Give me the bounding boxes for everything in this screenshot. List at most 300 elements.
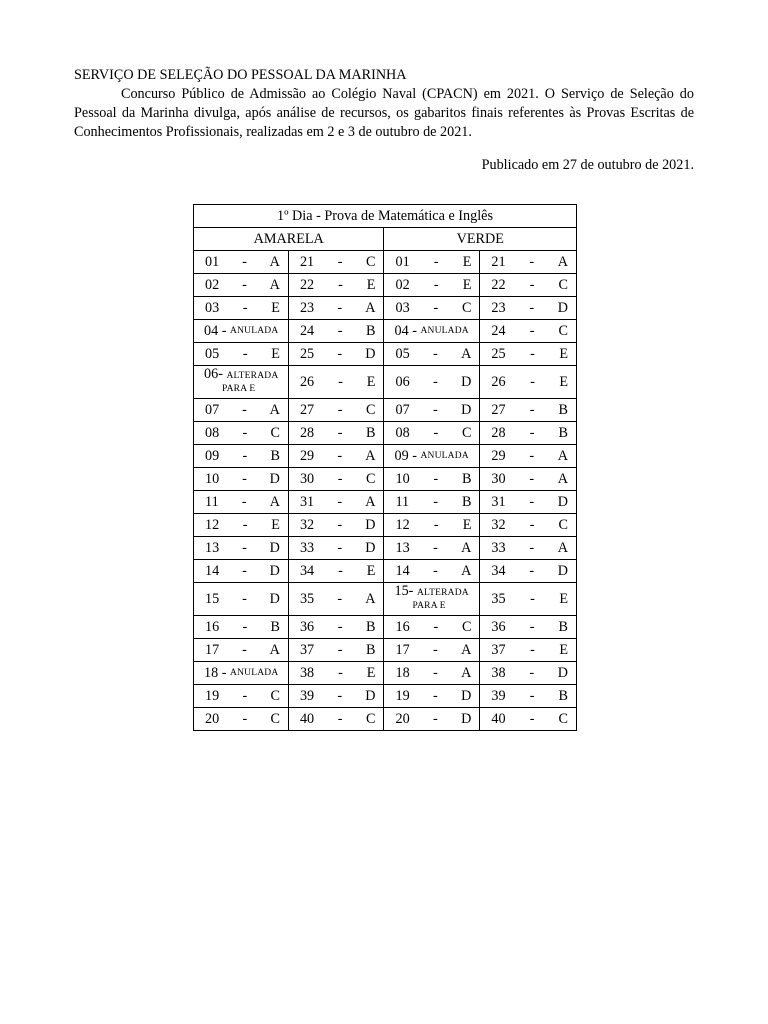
question-number: 35 xyxy=(491,590,506,607)
answer-letter: B xyxy=(558,687,568,704)
answer-cell xyxy=(480,514,577,537)
answer-entry: 06 - D xyxy=(395,373,472,390)
answer-cell xyxy=(288,468,384,491)
annulled-answer: 09 - ANULADA xyxy=(394,447,469,464)
answer-letter: C xyxy=(270,424,280,441)
answer-letter: D xyxy=(269,590,280,607)
answer-letter: C xyxy=(558,322,568,339)
answer-letter: B xyxy=(558,424,568,441)
question-number: 21 xyxy=(299,253,315,270)
answer-cell xyxy=(288,422,384,445)
answer-letter: A xyxy=(269,401,280,418)
answer-letter: A xyxy=(461,562,472,579)
answer-cell xyxy=(288,343,384,366)
question-number: 36 xyxy=(299,618,315,635)
answer-cell xyxy=(480,537,577,560)
question-number: 11 xyxy=(395,493,410,510)
answer-letter: D xyxy=(461,687,472,704)
answer-cell xyxy=(384,560,480,583)
answer-entry: 10 - D xyxy=(205,470,280,487)
answer-letter: E xyxy=(271,345,280,362)
table-row xyxy=(194,537,577,560)
question-number: 13 xyxy=(395,539,410,556)
answer-entry: 07 - A xyxy=(205,401,280,418)
answer-letter: D xyxy=(365,516,376,533)
answer-cell xyxy=(480,343,577,366)
answer-cell xyxy=(194,445,289,468)
question-number: 29 xyxy=(299,447,315,464)
table-row xyxy=(194,320,577,343)
answer-entry: 21 - A xyxy=(491,253,568,270)
answer-entry: 11 - A xyxy=(205,493,280,510)
question-number: 08 xyxy=(395,424,410,441)
answer-letter: A xyxy=(461,539,472,556)
answer-entry: 20 - D xyxy=(395,710,472,727)
table-row xyxy=(194,445,577,468)
table-row xyxy=(194,514,577,537)
answer-cell xyxy=(194,616,289,639)
answer-letter: E xyxy=(559,345,568,362)
answer-cell xyxy=(480,491,577,514)
question-number: 22 xyxy=(299,276,315,293)
answer-cell xyxy=(480,320,577,343)
question-number: 03 xyxy=(395,299,410,316)
answer-note: PARA E xyxy=(412,601,446,611)
question-number: 37 xyxy=(491,641,506,658)
question-number: 30 xyxy=(299,470,315,487)
question-number: 10 xyxy=(205,470,220,487)
answer-letter: A xyxy=(557,539,568,556)
publication-date: Publicado em 27 de outubro de 2021. xyxy=(481,157,694,173)
answer-cell xyxy=(288,274,384,297)
answer-entry: 09 - B xyxy=(205,447,280,464)
answer-letter: D xyxy=(365,345,376,362)
answer-entry: 33 - D xyxy=(299,539,376,556)
question-number: 37 xyxy=(299,641,315,658)
answer-cell xyxy=(480,685,577,708)
answer-rows xyxy=(194,251,577,731)
answer-entry: 28 - B xyxy=(299,424,376,441)
question-number: 18 xyxy=(204,664,219,681)
answer-cell xyxy=(384,685,480,708)
answer-letter: D xyxy=(557,493,568,510)
question-number: 20 xyxy=(205,710,220,727)
answer-letter: B xyxy=(461,493,472,510)
answer-letter: D xyxy=(557,664,568,681)
question-number: 20 xyxy=(395,710,410,727)
answer-note: ALTERADA xyxy=(416,588,469,598)
answer-cell xyxy=(480,708,577,731)
answer-entry: 05 - A xyxy=(395,345,472,362)
answer-letter: C xyxy=(366,401,376,418)
answer-letter: D xyxy=(461,373,472,390)
question-number: 32 xyxy=(491,516,506,533)
question-number: 23 xyxy=(299,299,315,316)
answer-cell xyxy=(384,320,480,343)
answer-entry: 10 - B xyxy=(395,470,472,487)
answer-cell xyxy=(288,366,384,399)
answer-letter: A xyxy=(557,470,568,487)
answer-letter: A xyxy=(269,276,280,293)
answer-cell xyxy=(480,399,577,422)
answer-cell xyxy=(288,708,384,731)
question-number: 06 xyxy=(395,373,410,390)
answer-note: ANULADA xyxy=(420,326,469,336)
answer-letter: A xyxy=(365,590,376,607)
answer-cell xyxy=(480,251,577,274)
answer-cell xyxy=(288,662,384,685)
answer-cell xyxy=(288,537,384,560)
question-number: 26 xyxy=(491,373,506,390)
answer-letter: B xyxy=(366,641,376,658)
question-number: 33 xyxy=(491,539,506,556)
answer-cell xyxy=(288,251,384,274)
answer-letter: D xyxy=(557,299,568,316)
question-number: 06- xyxy=(204,366,223,382)
answer-entry: 34 - E xyxy=(299,562,376,579)
answer-entry: 32 - C xyxy=(491,516,568,533)
answer-entry: 22 - E xyxy=(299,276,376,293)
answer-cell xyxy=(480,297,577,320)
answer-cell xyxy=(288,685,384,708)
answer-cell xyxy=(384,297,480,320)
answer-entry: 28 - B xyxy=(491,424,568,441)
answer-cell xyxy=(384,583,480,616)
answer-entry: 01 - E xyxy=(395,253,472,270)
annulled-answer: 04 - ANULADA xyxy=(394,322,469,339)
answer-entry: 13 - A xyxy=(395,539,472,556)
answer-letter: C xyxy=(558,516,568,533)
answer-letter: A xyxy=(269,253,280,270)
answer-cell xyxy=(384,422,480,445)
answer-cell xyxy=(194,662,289,685)
question-number: 04 xyxy=(394,322,409,339)
answer-entry: 27 - B xyxy=(491,401,568,418)
answer-letter: C xyxy=(270,710,280,727)
answer-letter: C xyxy=(366,710,376,727)
table-title: 1º Dia - Prova de Matemática e Inglês xyxy=(194,205,577,228)
group-verde: VERDE xyxy=(384,228,577,251)
answer-cell xyxy=(288,320,384,343)
answer-note: PARA E xyxy=(222,384,256,394)
question-number: 39 xyxy=(299,687,315,704)
answer-entry: 21 - C xyxy=(299,253,376,270)
answer-letter: B xyxy=(366,618,376,635)
answer-entry: 35 - A xyxy=(299,590,376,607)
answer-cell xyxy=(384,274,480,297)
answer-entry: 03 - E xyxy=(205,299,280,316)
table-row xyxy=(194,297,577,320)
answer-entry: 26 - E xyxy=(299,373,376,390)
question-number: 38 xyxy=(299,664,315,681)
table-row xyxy=(194,639,577,662)
question-number: 32 xyxy=(299,516,315,533)
group-amarela: AMARELA xyxy=(194,228,384,251)
answer-entry: 12 - E xyxy=(205,516,280,533)
answer-letter: E xyxy=(271,299,280,316)
answer-cell xyxy=(194,251,289,274)
answer-entry: 23 - A xyxy=(299,299,376,316)
answer-entry: 17 - A xyxy=(205,641,280,658)
answer-cell xyxy=(480,639,577,662)
answer-cell xyxy=(194,639,289,662)
answer-entry: 14 - D xyxy=(205,562,280,579)
answer-note: ALTERADA xyxy=(226,371,279,381)
answer-entry: 39 - B xyxy=(491,687,568,704)
answer-entry: 40 - C xyxy=(299,710,376,727)
answer-entry: 29 - A xyxy=(299,447,376,464)
answer-entry: 39 - D xyxy=(299,687,376,704)
answer-letter: E xyxy=(559,590,568,607)
altered-answer xyxy=(384,583,479,612)
answer-letter: D xyxy=(461,401,472,418)
answer-letter: B xyxy=(270,618,280,635)
question-number: 05 xyxy=(395,345,410,362)
answer-entry: 31 - A xyxy=(299,493,376,510)
answer-cell xyxy=(194,491,289,514)
answer-entry: 15 - D xyxy=(205,590,280,607)
answer-cell xyxy=(194,708,289,731)
answer-cell xyxy=(194,537,289,560)
answer-entry: 02 - A xyxy=(205,276,280,293)
question-number: 01 xyxy=(395,253,410,270)
answer-entry: 40 - C xyxy=(491,710,568,727)
table-row xyxy=(194,560,577,583)
answer-key-table xyxy=(193,204,577,731)
answer-letter: E xyxy=(559,373,568,390)
question-number: 38 xyxy=(491,664,506,681)
answer-letter: A xyxy=(269,641,280,658)
question-number: 34 xyxy=(299,562,315,579)
question-number: 07 xyxy=(395,401,410,418)
table-row xyxy=(194,616,577,639)
answer-entry: 22 - C xyxy=(491,276,568,293)
answer-cell xyxy=(480,274,577,297)
question-number: 15 xyxy=(205,590,220,607)
question-number: 34 xyxy=(491,562,506,579)
question-number: 10 xyxy=(395,470,410,487)
question-number: 26 xyxy=(299,373,315,390)
table-row xyxy=(194,422,577,445)
question-number: 33 xyxy=(299,539,315,556)
question-number: 07 xyxy=(205,401,220,418)
answer-entry: 30 - A xyxy=(491,470,568,487)
answer-letter: E xyxy=(559,641,568,658)
answer-entry: 11 - B xyxy=(395,493,472,510)
answer-letter: C xyxy=(366,470,376,487)
answer-letter: B xyxy=(270,447,280,464)
answer-cell xyxy=(480,616,577,639)
question-number: 23 xyxy=(491,299,506,316)
question-number: 27 xyxy=(299,401,315,418)
answer-entry: 38 - E xyxy=(299,664,376,681)
answer-entry: 05 - E xyxy=(205,345,280,362)
answer-entry: 35 - E xyxy=(491,590,568,607)
answer-entry: 03 - C xyxy=(395,299,472,316)
organization-name: SERVIÇO DE SELEÇÃO DO PESSOAL DA MARINHA xyxy=(74,67,407,83)
answer-cell xyxy=(384,514,480,537)
question-number: 08 xyxy=(205,424,220,441)
answer-cell xyxy=(194,583,289,616)
answer-cell xyxy=(384,491,480,514)
answer-letter: C xyxy=(558,276,568,293)
answer-cell xyxy=(194,468,289,491)
answer-entry: 17 - A xyxy=(395,641,472,658)
answer-entry: 36 - B xyxy=(491,618,568,635)
answer-letter: B xyxy=(558,401,568,418)
answer-cell xyxy=(194,343,289,366)
question-number: 12 xyxy=(395,516,410,533)
question-number: 13 xyxy=(205,539,220,556)
answer-letter: D xyxy=(365,687,376,704)
answer-cell xyxy=(194,560,289,583)
answer-entry: 01 - A xyxy=(205,253,280,270)
annulled-answer: 04 - ANULADA xyxy=(204,322,279,339)
question-number: 25 xyxy=(491,345,506,362)
answer-entry: 13 - D xyxy=(205,539,280,556)
answer-entry: 32 - D xyxy=(299,516,376,533)
answer-cell xyxy=(194,297,289,320)
answer-letter: C xyxy=(366,253,376,270)
answer-cell xyxy=(384,251,480,274)
answer-cell xyxy=(288,616,384,639)
answer-cell xyxy=(288,560,384,583)
answer-letter: A xyxy=(557,253,568,270)
table-row xyxy=(194,274,577,297)
answer-letter: B xyxy=(366,424,376,441)
answer-entry: 14 - A xyxy=(395,562,472,579)
question-number: 16 xyxy=(205,618,220,635)
answer-entry: 26 - E xyxy=(491,373,568,390)
question-number: 12 xyxy=(205,516,220,533)
answer-entry: 24 - B xyxy=(299,322,376,339)
altered-answer xyxy=(194,366,288,395)
table-row xyxy=(194,708,577,731)
answer-letter: C xyxy=(558,710,568,727)
answer-letter: D xyxy=(269,470,280,487)
answer-cell xyxy=(480,560,577,583)
answer-letter: E xyxy=(366,664,376,681)
question-number: 28 xyxy=(491,424,506,441)
question-number: 16 xyxy=(395,618,410,635)
answer-entry: 18 - A xyxy=(395,664,472,681)
answer-letter: E xyxy=(366,276,376,293)
answer-cell xyxy=(288,399,384,422)
answer-cell xyxy=(480,366,577,399)
answer-entry: 12 - E xyxy=(395,516,472,533)
answer-entry: 33 - A xyxy=(491,539,568,556)
question-number: 21 xyxy=(491,253,506,270)
answer-letter: D xyxy=(365,539,376,556)
announcement-text: Concurso Público de Admissão ao Colégio Naval (CPACN) em 2021. O Serviço de Seleção do Pessoal da Marinha divulga, após análise de recursos, os gabaritos finais referentes às Provas Escritas de Conhecimentos Profissionais, realizadas em 2 e 3 de outubro de 2021. xyxy=(74,86,694,140)
question-number: 19 xyxy=(205,687,220,704)
question-number: 04 xyxy=(204,322,219,339)
answer-letter: E xyxy=(366,373,376,390)
answer-letter: E xyxy=(462,516,472,533)
answer-entry: 37 - E xyxy=(491,641,568,658)
answer-entry: 38 - D xyxy=(491,664,568,681)
answer-entry: 25 - D xyxy=(299,345,376,362)
answer-entry: 16 - C xyxy=(395,618,472,635)
answer-entry: 36 - B xyxy=(299,618,376,635)
answer-entry: 30 - C xyxy=(299,470,376,487)
question-number: 35 xyxy=(299,590,315,607)
answer-cell xyxy=(194,274,289,297)
question-number: 02 xyxy=(205,276,220,293)
question-number: 03 xyxy=(205,299,220,316)
table-row xyxy=(194,366,577,399)
answer-letter: B xyxy=(366,322,376,339)
question-number: 29 xyxy=(491,447,506,464)
table-row xyxy=(194,399,577,422)
answer-note: ANULADA xyxy=(420,451,469,461)
table-row xyxy=(194,685,577,708)
answer-cell xyxy=(480,445,577,468)
answer-letter: E xyxy=(462,276,472,293)
answer-letter: D xyxy=(269,562,280,579)
answer-letter: E xyxy=(271,516,280,533)
answer-letter: E xyxy=(462,253,472,270)
answer-letter: A xyxy=(365,493,376,510)
question-number: 40 xyxy=(299,710,315,727)
answer-cell xyxy=(194,320,289,343)
answer-cell xyxy=(288,445,384,468)
question-number: 11 xyxy=(205,493,219,510)
answer-cell xyxy=(384,708,480,731)
annulled-answer: 18 - ANULADA xyxy=(204,664,279,681)
answer-cell xyxy=(384,537,480,560)
question-number: 22 xyxy=(491,276,506,293)
answer-cell xyxy=(384,468,480,491)
answer-cell xyxy=(194,514,289,537)
answer-entry: 08 - C xyxy=(205,424,280,441)
answer-entry: 31 - D xyxy=(491,493,568,510)
answer-entry: 20 - C xyxy=(205,710,280,727)
answer-cell xyxy=(480,583,577,616)
question-number: 15- xyxy=(394,583,414,599)
answer-entry: 25 - E xyxy=(491,345,568,362)
answer-letter: E xyxy=(366,562,376,579)
question-number: 09 xyxy=(205,447,220,464)
question-number: 24 xyxy=(491,322,506,339)
question-number: 17 xyxy=(395,641,410,658)
answer-entry: 23 - D xyxy=(491,299,568,316)
answer-letter: D xyxy=(557,562,568,579)
question-number: 14 xyxy=(395,562,410,579)
answer-cell xyxy=(384,616,480,639)
answer-entry: 19 - D xyxy=(395,687,472,704)
answer-note: ANULADA xyxy=(230,326,279,336)
answer-note: ANULADA xyxy=(230,668,279,678)
question-number: 31 xyxy=(491,493,506,510)
answer-entry: 08 - C xyxy=(395,424,472,441)
answer-entry: 34 - D xyxy=(491,562,568,579)
question-number: 18 xyxy=(395,664,410,681)
answer-cell xyxy=(288,639,384,662)
answer-letter: C xyxy=(461,424,472,441)
answer-cell xyxy=(288,583,384,616)
answer-cell xyxy=(384,445,480,468)
answer-cell xyxy=(480,468,577,491)
question-number: 14 xyxy=(205,562,220,579)
answer-letter: A xyxy=(461,345,472,362)
question-number: 24 xyxy=(299,322,315,339)
answer-entry: 07 - D xyxy=(395,401,472,418)
answer-cell xyxy=(194,399,289,422)
table-row xyxy=(194,583,577,616)
answer-cell xyxy=(384,366,480,399)
answer-letter: D xyxy=(269,539,280,556)
